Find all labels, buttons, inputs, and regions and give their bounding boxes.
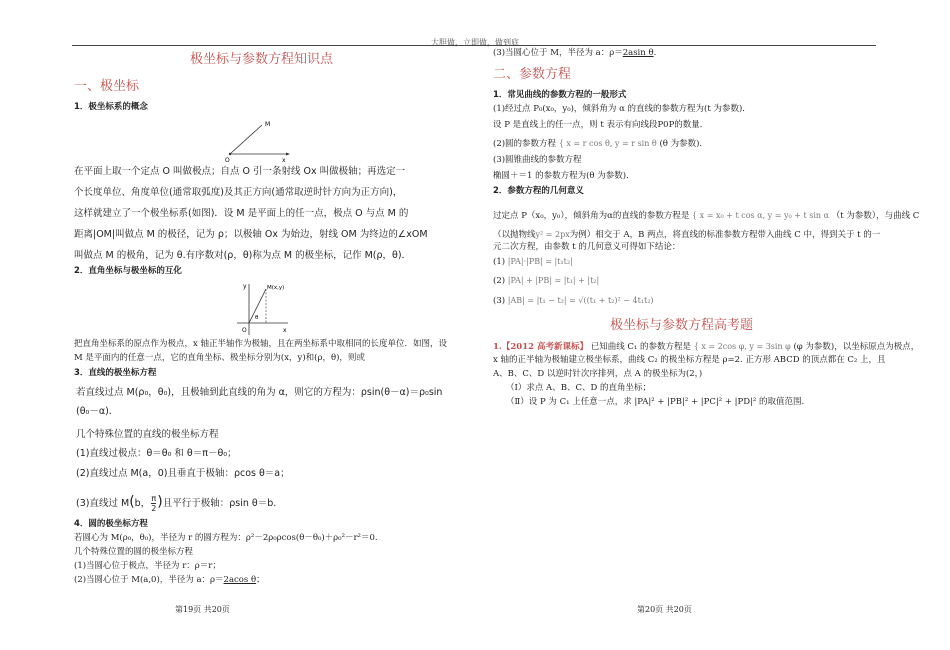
- paragraph-line-polar-4: (1)直线过极点：θ＝θ₀ 和 θ＝π－θ₀；: [76, 448, 237, 459]
- paragraph-geom-1: [493, 210, 919, 222]
- paragraph-line-polar-5: (2)直线过点 M(a，0)且垂直于极轴：ρcos θ＝a；: [76, 468, 290, 479]
- subheading-polar-concept: 1．极坐标系的概念: [74, 102, 148, 112]
- paragraph-conversion-line-2: M 是平面内的任意一点，它的直角坐标、极坐标分别为(x，y)和(ρ，θ)，则或: [74, 353, 365, 363]
- left-page-number: 第19页 共20页: [175, 605, 230, 614]
- fig2-label-y: y: [243, 283, 247, 290]
- subheading-geometric-meaning: 2．参数方程的几何意义: [493, 186, 584, 196]
- geom1-text-b: （t 为参数），与曲线 C: [831, 211, 920, 221]
- question-1-part-1: （Ⅰ）求点 A、B、C、D 的直角坐标；: [506, 383, 651, 393]
- line-param-formula: { x = x₀ + t cos α, y = y₀ + t sin α: [692, 211, 830, 220]
- question-1-line-2: x 轴的正半轴为极轴建立极坐标系，曲线 C₂ 的极坐标方程是 ρ=2. 正方形 ABCD 的顶点都在 C₂ 上，且: [493, 355, 886, 365]
- circle4-text-a: (2)当圆心位于 M(a,0)，半径为 a：ρ＝: [74, 575, 224, 585]
- line6-text-b: b，: [134, 498, 151, 509]
- question-1-part-2: （Ⅱ）设 P 为 C₁ 上任意一点，求 |PA|² + |PB|² + |PC|² + |PD|² 的取值范围.: [506, 397, 805, 407]
- result2-label: (2): [493, 276, 506, 286]
- fig2-label-x: x: [283, 327, 287, 334]
- parabola-formula: y² = 2px: [535, 230, 570, 239]
- question-1-tag: 1.【2012 高考新课标】: [493, 342, 588, 352]
- cartesian-polar-figure: [232, 279, 292, 337]
- paragraph-polar-line-1: 在平面上取一个定点 O 叫做极点；自点 O 引一条射线 Ox 叫做极轴；再选定一: [74, 166, 406, 177]
- param3-text-b: (θ 为参数)．: [659, 139, 708, 149]
- paragraph-polar-line-5: 叫做点 M 的极角，记为 θ.有序数对(ρ，θ)称为点 M 的极坐标，记作 M(ρ，θ)．: [74, 250, 412, 261]
- paragraph-polar-line-3: 这样就建立了一个极坐标系(如图)．设 M 是平面上的任一点，极点 O 与点 M 的: [74, 208, 409, 219]
- question-1-line-3: A、B、C、D 以逆时针次序排列，点 A 的极坐标为(2，): [493, 369, 703, 379]
- result-1: [493, 256, 573, 268]
- q1-text-a: 已知曲线 C₁ 的参数方程是: [590, 342, 692, 352]
- subheading-line-polar: 3．直线的极坐标方程: [74, 368, 157, 378]
- paragraph-line-polar-1: 若直线过点 M(ρ₀，θ₀)，且极轴到此直线的角为 α，则它的方程为：ρsin(θ－α)＝ρ₀sin: [76, 387, 443, 398]
- paragraph-line-polar-2: (θ₀－α)．: [76, 406, 119, 417]
- right-top-text-a: (3)当圆心位于 M，半径为 a：ρ＝: [493, 48, 623, 58]
- geom1-text-a: 过定点 P（x₀，y₀），倾斜角为α的直线的参数方程是: [493, 211, 690, 221]
- exam-questions-title: 极坐标与参数方程高考题: [610, 318, 754, 333]
- question-1-line-1: [493, 341, 919, 353]
- circle4-text-b: 2acos θ: [223, 575, 257, 585]
- right-top-text-b: 2asin θ: [622, 48, 654, 58]
- paragraph-line-polar-6: (3)直线过 M(b， $\frac{\pi}{2}$ )且平行于极轴：ρsin θ＝b.: [76, 494, 277, 513]
- header-motto: 大胆做，立即做，做到底: [431, 38, 519, 47]
- fig2-label-M: M(x,y): [267, 285, 285, 291]
- right-top-line: [493, 48, 656, 59]
- paragraph-param-1: (1)经过点 P₀(x₀，y₀)，倾斜角为 α 的直线的参数方程为(t 为参数)．: [493, 104, 751, 114]
- fig1-label-M: M: [265, 121, 271, 128]
- subheading-common-curves: 1．常见曲线的参数方程的一般形式: [493, 90, 627, 100]
- right-page-number: 第20页 共20页: [637, 605, 692, 614]
- result3-formula: |AB| = |t₁ − t₂| = √((t₁ + t₂)² − 4t₁t₂): [507, 296, 654, 305]
- paragraph-line-polar-3: 几个特殊位置的直线的极坐标方程: [76, 429, 219, 440]
- paragraph-geom-3: 元二次方程，由参数 t 的几何意义可得如下结论：: [493, 242, 681, 252]
- paragraph-circle-2: 几个特殊位置的圆的极坐标方程: [74, 547, 194, 557]
- line6-frac-num: π: [151, 494, 157, 503]
- param3-text-a: (2)圆的参数方程: [493, 139, 557, 149]
- fig2-label-theta: θ: [255, 315, 259, 321]
- result1-label: (1): [493, 257, 506, 267]
- circle-param-formula: { x = r cos θ, y = r sin θ: [558, 139, 657, 148]
- line6-text-a: (3)直线过 M: [76, 498, 130, 509]
- section-heading-parametric: 二、参数方程: [493, 67, 572, 82]
- paragraph-param-4: (3)圆锥曲线的参数方程: [493, 155, 582, 165]
- line6-text-c: 且平行于极轴：ρsin θ＝b.: [162, 498, 277, 509]
- q1-text-b: (φ 为参数)，以坐标原点为极点，: [793, 342, 920, 352]
- paragraph-param-2: 设 P 是直线上的任一点，则 t 表示有向线段P0P的数量．: [493, 120, 709, 130]
- header-rule: [72, 45, 876, 46]
- paragraph-circle-3: (1)当圆心位于极点，半径为 r：ρ＝r；: [74, 561, 221, 571]
- right-top-text-c: .: [653, 48, 657, 58]
- result-2: [493, 275, 599, 287]
- fig1-label-x: x: [282, 157, 286, 164]
- section-heading-polar: 一、极坐标: [74, 79, 140, 94]
- fig2-label-O: O: [242, 327, 247, 334]
- paragraph-param-3: [493, 138, 708, 150]
- subheading-conversion: 2．直角坐标与极坐标的互化: [74, 266, 182, 276]
- result-3: [493, 295, 654, 307]
- left-page-title: 极坐标与参数方程知识点: [190, 52, 334, 67]
- paragraph-circle-1: 若圆心为 M(ρ₀，θ₀)，半径为 r 的圆方程为：ρ²－2ρ₀ρcos(θ－θ₀)＋ρ₀²－r²＝0.: [74, 533, 378, 543]
- result1-formula: |PA|·|PB| = |t₁t₂|: [507, 257, 573, 266]
- geom2-text-b: 为例）相交于 A，B 两点，将直线的标准参数方程带入曲线 C 中，得到关于 t 的一: [569, 230, 881, 240]
- paragraph-param-5: 椭圆＋＝1 的参数方程为(θ 为参数)．: [493, 171, 635, 181]
- paragraph-conversion-line-1: 把直角坐标系的原点作为极点，x 轴正半轴作为极轴，且在两坐标系中取相同的长度单位．如图，设: [74, 339, 448, 349]
- paragraph-polar-line-2: 个长度单位、角度单位(通常取弧度)及其正方向(通常取逆时针方向为正方向)，: [74, 187, 403, 198]
- result2-formula: |PA| + |PB| = |t₁| + |t₂|: [507, 276, 600, 285]
- paragraph-geom-2: [493, 229, 880, 241]
- polar-axis-figure: [222, 117, 292, 165]
- q1-curve-formula: { x = 2cos φ, y = 3sin φ: [693, 342, 791, 351]
- circle4-text-c: ；: [256, 575, 265, 585]
- paragraph-polar-line-4: 距离|OM|叫做点 M 的极径，记为 ρ；以极轴 Ox 为始边，射线 OM 为终边的∠xOM: [74, 229, 428, 240]
- result3-label: (3): [493, 296, 506, 306]
- subheading-circle-polar: 4．圆的极坐标方程: [74, 519, 148, 529]
- line6-frac-den: 2: [151, 504, 157, 513]
- geom2-text-a: （以抛物线: [493, 230, 536, 240]
- paragraph-circle-4: [74, 575, 265, 586]
- fig1-label-O: O: [225, 157, 230, 164]
